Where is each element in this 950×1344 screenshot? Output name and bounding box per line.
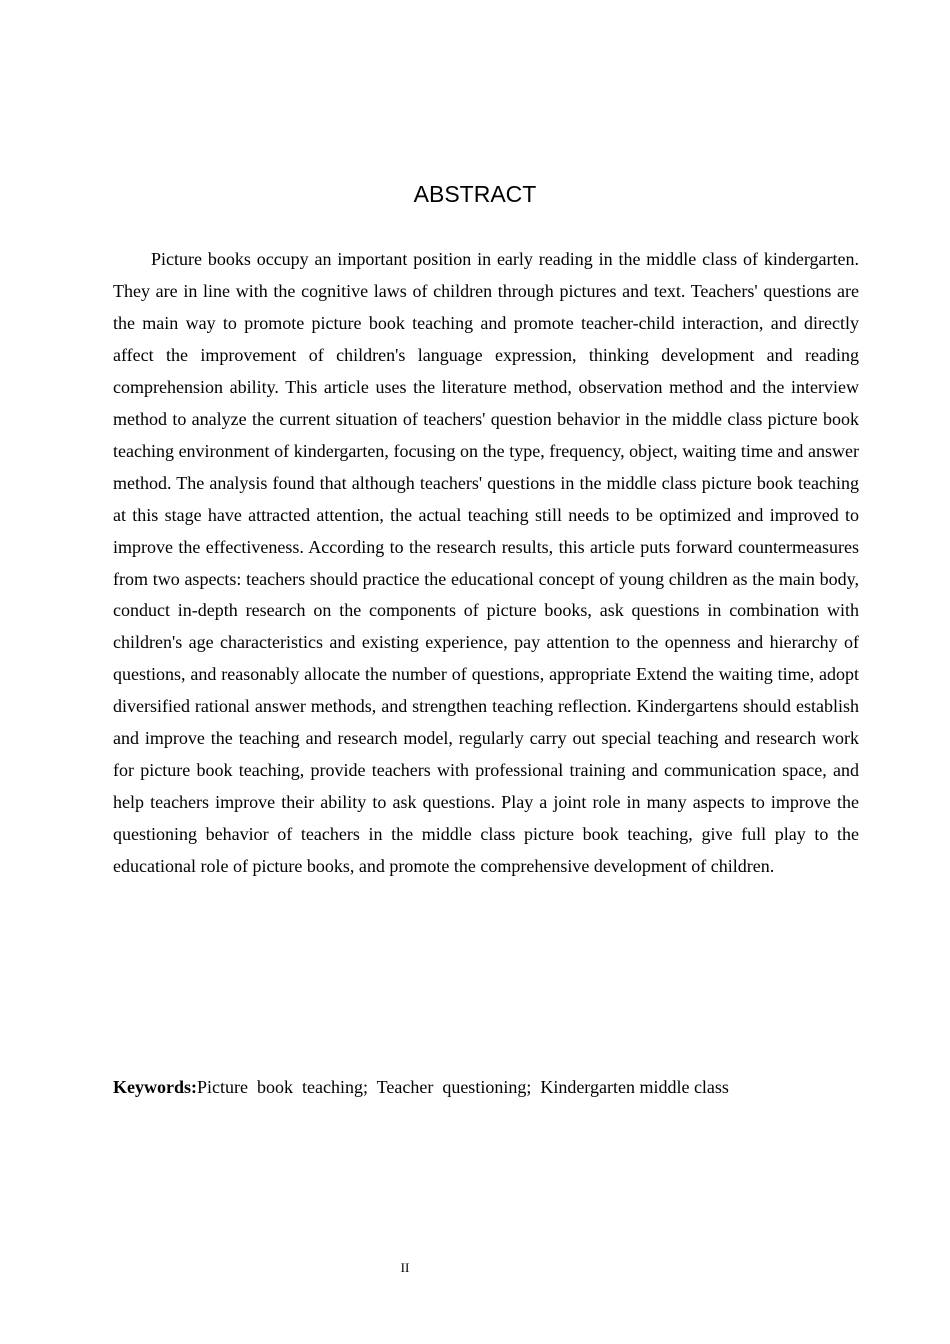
abstract-title: ABSTRACT [413,181,537,207]
keywords-line [113,1071,859,1103]
abstract-body: Picture books occupy an important position in early reading in the middle class of kindergarten. They are in line with the cognitive laws of children through pictures and text. Teachers' questions are the main way to promote picture book teaching and promote teacher-child interaction, and directly affect the improvement of children's language expression, thinking development and reading comprehension ability. This article uses the literature method, observation method and the interview method to analyze the current situation of teachers' question behavior in the middle class picture book teaching environment of kindergarten, focusing on the type, frequency, object, waiting time and answer method. The analysis found that although teachers' questions in the middle class picture book teaching at this stage have attracted attention, the actual teaching still needs to be optimized and improved to improve the effectiveness. According to the research results, this article puts forward countermeasures from two aspects: teachers should practice the educational concept of young children as the main body, conduct in-depth research on the components of picture books, ask questions in combination with children's age characteristics and existing experience, pay attention to the openness and hierarchy of questions, and reasonably allocate the number of questions, appropriate Extend the waiting time, adopt diversified rational answer methods, and strengthen teaching reflection. Kindergartens should establish and improve the teaching and research model, regularly carry out special teaching and research work for picture book teaching, provide teachers with professional training and communication space, and help teachers improve their ability to ask questions. Play a joint role in many aspects to improve the questioning behavior of teachers in the middle class picture book teaching, give full play to the educational role of picture books, and promote the comprehensive development of children. [113,249,859,877]
keywords-text: Picture book teaching; Teacher questioning; Kindergarten middle class [197,1077,729,1097]
page-number: II [400,1260,410,1275]
keywords-label: Keywords: [113,1077,197,1097]
